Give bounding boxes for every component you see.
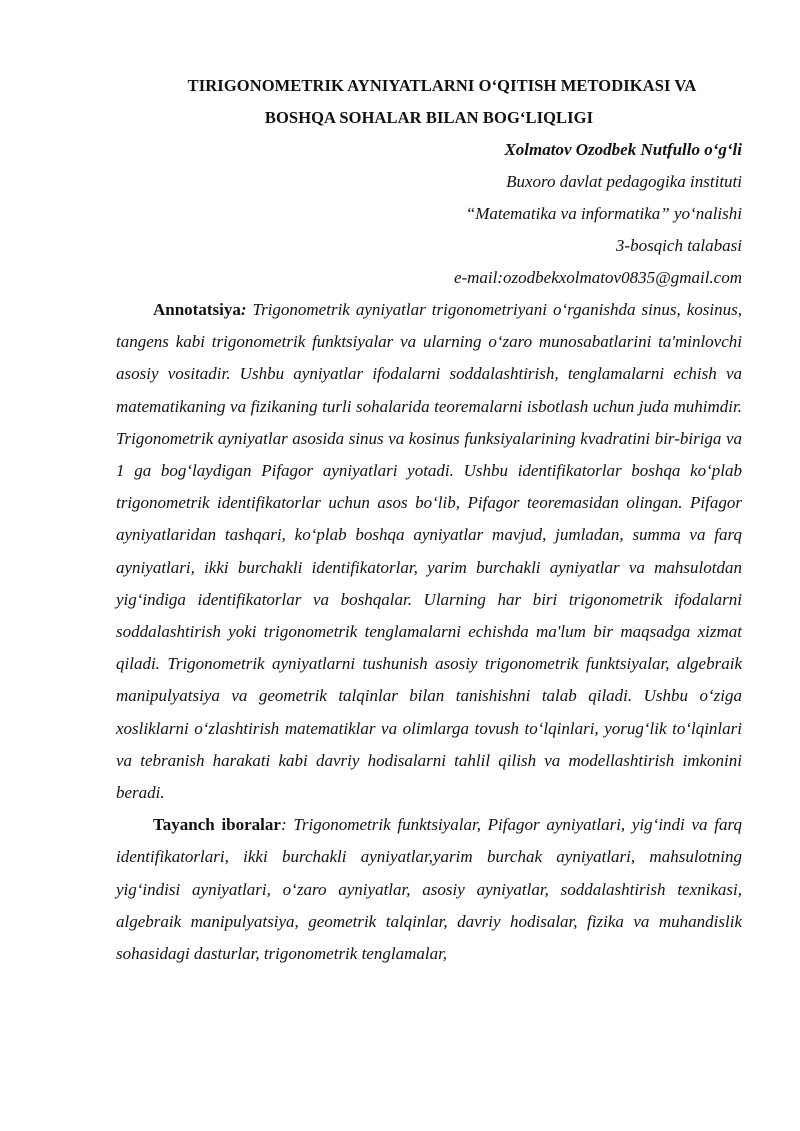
abstract-paragraph <box>116 294 742 809</box>
abstract-label: Annotatsiya <box>153 300 241 319</box>
paper-page <box>116 70 742 970</box>
author-block <box>116 134 742 294</box>
paper-title <box>116 70 742 134</box>
author-level: 3-bosqich talabasi <box>615 236 742 255</box>
author-name: Xolmatov Ozodbek Nutfullo o‘g‘li <box>504 140 742 159</box>
keywords-text: Trigonometrik funktsiyalar, Pifagor ayniyatlari, yig‘indi va farq identifikatorlari, ikki burchakli ayniyatlar,yarim burchak ayniyatlari, mahsulotning yig‘indisi ayniyatlari, o‘zaro ayniyatlar, asosiy ayniyatlar, soddalashtirish texnikasi, algebraik manipulyatsiya, geometrik talqinlar, davriy hodisalar, fizika va muhandislik sohasidagi dasturlar, trigonometrik tenglamalar, <box>116 815 742 964</box>
paper-title-line-2: BOSHQA SOHALAR BILAN BOG‘LIQLIGI <box>264 108 594 127</box>
abstract-text: Trigonometrik ayniyatlar trigonometriyani o‘rganishda sinus, kosinus, tangens kabi trigonometrik funktsiyalar va ularning o‘zaro munosabatlarini ta'minlovchi asosiy vositadir. Ushbu ayniyatlar ifodalarni soddalashtirish, tenglamalarni echish va matematikaning va fizikaning turli sohalarida teoremalarni isbotlash uchun juda muhimdir. Trigonometrik ayniyatlar asosida sinus va kosinus funksiyalarining kvadratini bir-biriga va 1 ga bog‘laydigan Pifagor ayniyatlari yotadi. Ushbu identifikatorlar boshqa ko‘plab trigonometrik identifikatorlar uchun asos bo‘lib, Pifagor teoremasidan olingan. Pifagor ayniyatlaridan tashqari, ko‘plab boshqa ayniyatlar mavjud, jumladan, summa va farq ayniyatlari, ikki burchakli identifikatorlar, yarim burchakli ayniyatlar va mahsulotdan yig‘indiga identifikatorlar va boshqalar. Ularning har biri trigonometrik ifodalarni soddalashtirish yoki trigonometrik tenglamalarni echishda ma'lum bir maqsadga xizmat qiladi. Trigonometrik ayniyatlarni tushunish asosiy trigonometrik funktsiyalar, algebraik manipulyatsiya va geometrik talqinlar bilan tanishishni talab qiladi. Ushbu o‘ziga xosliklarni o‘zlashtirish matematiklar va olimlarga tovush to‘lqinlari, yorug‘lik to‘lqinlari va tebranish harakati kabi davriy hodisalarni tahlil qilish va modellashtirish imkonini beradi. <box>116 300 742 803</box>
paper-title-line-1: TIRIGONOMETRIK AYNIYATLARNI O‘QITISH METODIKASI VA <box>187 76 697 95</box>
author-department: “Matematika va informatika” yo‘nalishi <box>465 204 742 223</box>
keywords-paragraph <box>116 809 742 970</box>
keywords-label-separator: : <box>280 815 287 835</box>
author-institution: Buxoro davlat pedagogika instituti <box>506 172 742 191</box>
author-email: e-mail:ozodbekxolmatov0835@gmail.com <box>453 268 742 287</box>
keywords-label: Tayanch iboralar <box>153 815 281 835</box>
abstract-label-separator: : <box>240 300 247 319</box>
